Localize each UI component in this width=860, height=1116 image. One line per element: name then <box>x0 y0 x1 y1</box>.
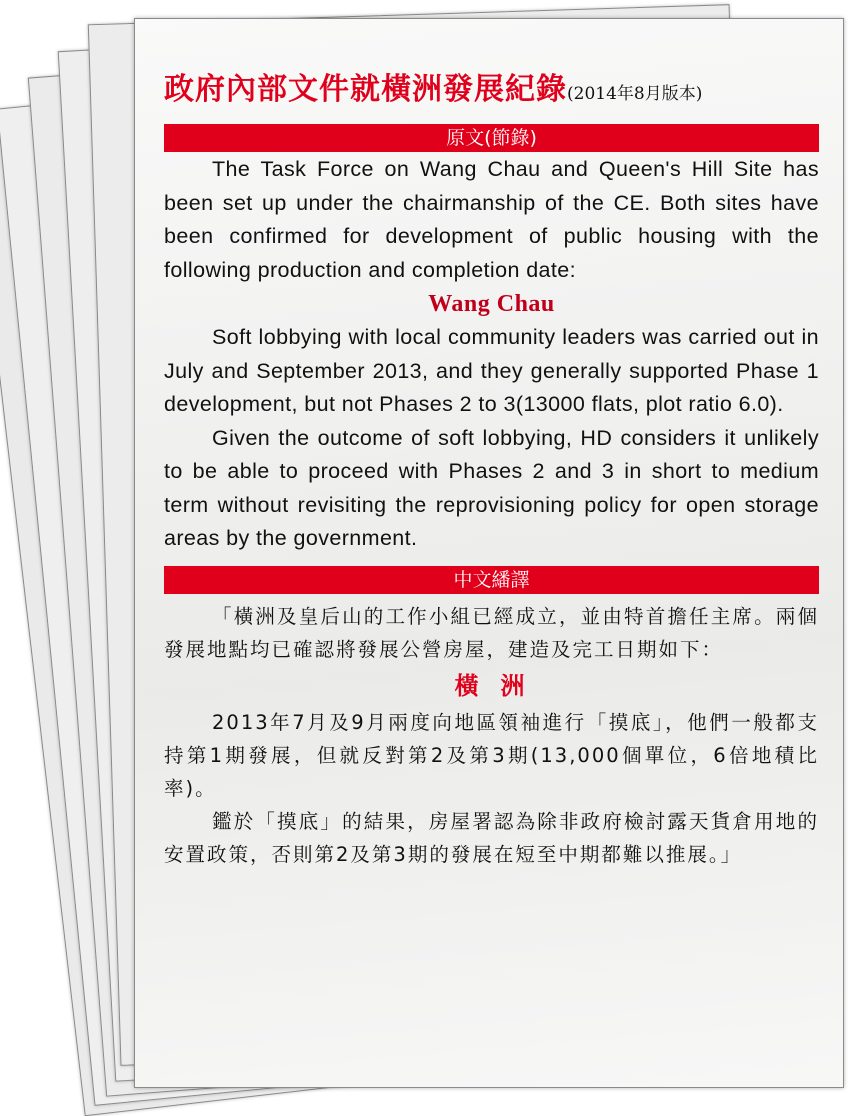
page-title <box>164 70 819 114</box>
document-content <box>164 70 819 871</box>
translation-paragraph-3: 鑑於「摸底」的結果，房屋署認為除非政府檢討露天貨倉用地的安置政策，否則第2及第3期的發展在短至中期都難以推展。」 <box>164 809 819 866</box>
original-paragraph-3: Given the outcome of soft lobbying, HD considers it unlikely to be able to proceed with Phases 2 and 3 in short to medium term without revisiting the reprovisioning policy for open storage areas by the government. <box>164 425 819 550</box>
title-main: 政府內部文件就橫洲發展紀錄 <box>164 72 567 107</box>
translation-paragraph-1: 「橫洲及皇后山的工作小組已經成立，並由特首擔任主席。兩個發展地點均已確認將發展公營房屋，建造及完工日期如下： <box>164 604 819 661</box>
translation-section-heading: 中文繙譯 <box>164 566 819 594</box>
original-paragraph-2: Soft lobbying with local community leaders was carried out in July and September 2013, and they generally supported Phase 1 development, but not Phases 2 to 3(13000 flats, plot ratio 6.0). <box>164 325 819 416</box>
original-section-heading: 原文(節錄) <box>164 124 819 152</box>
original-paragraph-1: The Task Force on Wang Chau and Queen's Hill Site has been set up under the chairmanship of the CE. Both sites have been confirmed for development of public housing with the following production and completion date: <box>164 157 819 282</box>
original-subheading: Wang Chau <box>428 291 555 317</box>
translation-subheading: 橫洲 <box>454 671 547 700</box>
title-edition: (2014年8月版本) <box>567 84 703 104</box>
translation-paragraph-2: 2013年7月及9月兩度向地區領袖進行「摸底」，他們一般都支持第1期發展，但就反對第2及第3期(13,000個單位，6倍地積比率)。 <box>164 710 819 800</box>
